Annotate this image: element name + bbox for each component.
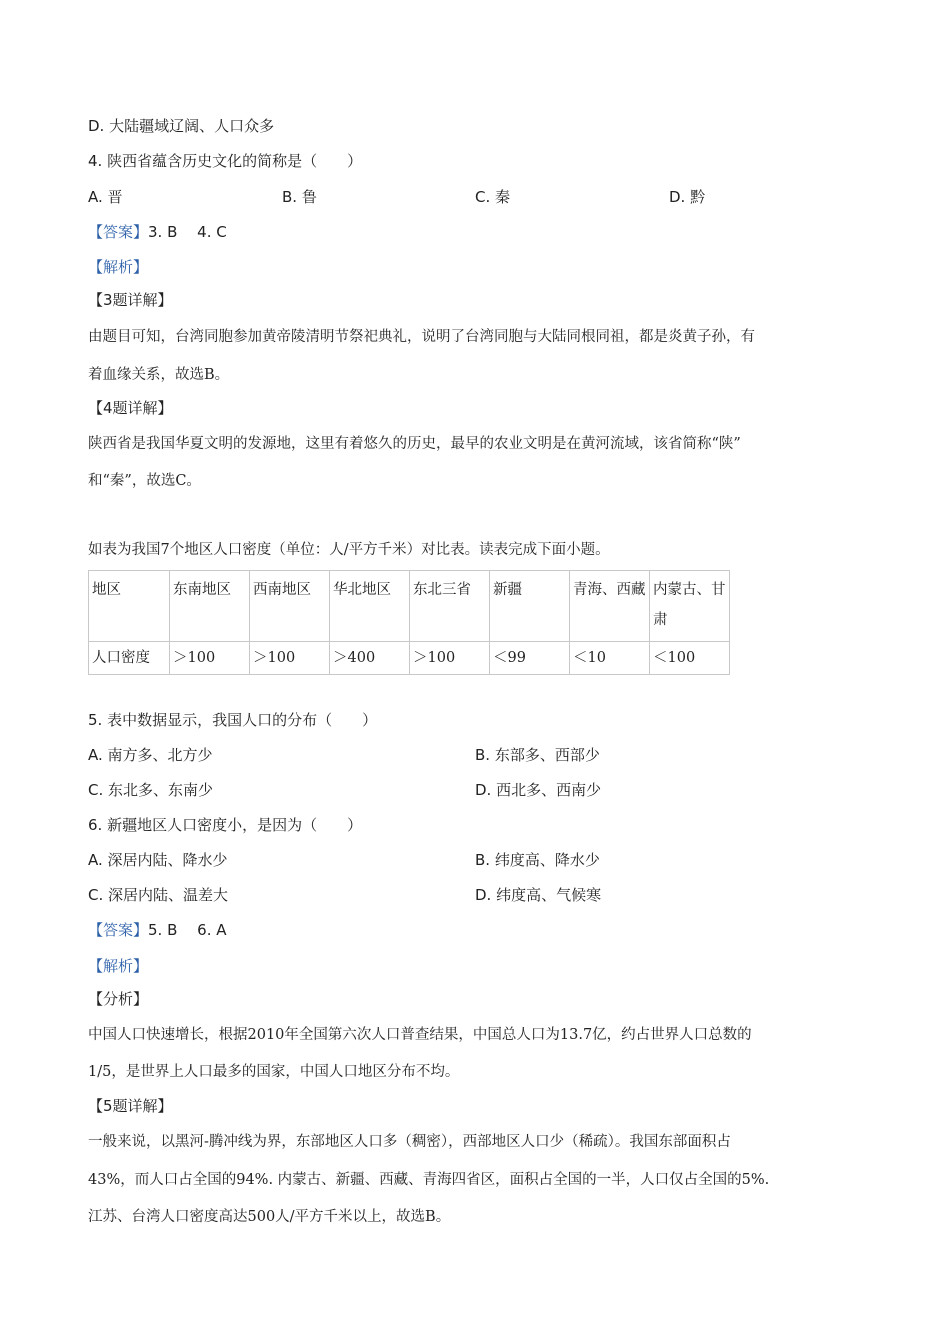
q6-option-d: D. 纬度高、气候寒 bbox=[475, 886, 602, 904]
q5-stem: 5. 表中数据显示，我国人口的分布（ ） bbox=[88, 711, 378, 729]
q6-option-a: A. 深居内陆、降水少 bbox=[88, 851, 228, 869]
q5-detail-line-3: 江苏、台湾人口密度高达500人/平方千米以上，故选B。 bbox=[88, 1209, 451, 1225]
q6-stem: 6. 新疆地区人口密度小，是因为（ ） bbox=[88, 816, 363, 834]
table-header-cell: 地区 bbox=[89, 571, 170, 642]
q4-option-c: C. 秦 bbox=[475, 188, 511, 206]
q5-detail-title: 【5题详解】 bbox=[88, 1097, 173, 1115]
q4-stem: 4. 陕西省蕴含历史文化的简称是（ ） bbox=[88, 152, 363, 170]
q4-option-d: D. 黔 bbox=[669, 188, 706, 206]
answer-line-2 bbox=[88, 920, 227, 940]
answer-text: 5. B 6. A bbox=[148, 921, 227, 939]
q4-detail-title: 【4题详解】 bbox=[88, 399, 173, 417]
q4-option-a: A. 晋 bbox=[88, 188, 123, 206]
table-header-cell: 青海、西藏 bbox=[570, 571, 650, 642]
answer-tag: 【答案】 bbox=[88, 921, 149, 939]
table-header-cell: 东北三省 bbox=[410, 571, 490, 642]
table-header-cell: 西南地区 bbox=[250, 571, 330, 642]
analysis-line-2: 1/5，是世界上人口最多的国家，中国人口地区分布不均。 bbox=[88, 1064, 460, 1080]
q5-detail-line-1: 一般来说，以黑河-腾冲线为界，东部地区人口多（稠密），西部地区人口少（稀疏）。我国东部面积占 bbox=[88, 1134, 731, 1150]
q3-option-d: D. 大陆疆域辽阔、人口众多 bbox=[88, 117, 275, 135]
table-header-row bbox=[89, 571, 730, 642]
table-cell: ＞100 bbox=[410, 642, 490, 675]
analysis-line-1: 中国人口快速增长，根据2010年全国第六次人口普查结果，中国总人口为13.7亿，约占世界人口总数的 bbox=[88, 1027, 752, 1043]
answer-line-1 bbox=[88, 222, 227, 242]
table-cell: 人口密度 bbox=[89, 642, 170, 675]
table-header-cell: 东南地区 bbox=[170, 571, 250, 642]
q4-detail-line-1: 陕西省是我国华夏文明的发源地，这里有着悠久的历史，最早的农业文明是在黄河流域，该省简称“陕” bbox=[88, 436, 741, 452]
q3-detail-title: 【3题详解】 bbox=[88, 291, 173, 309]
q6-option-b: B. 纬度高、降水少 bbox=[475, 851, 600, 869]
table-cell: ＞100 bbox=[250, 642, 330, 675]
q5-detail-line-2: 43%，而人口占全国的94%. 内蒙古、新疆、西藏、青海四省区，面积占全国的一半，人口仅占全国的5%. bbox=[88, 1172, 770, 1188]
table-header-cell: 新疆 bbox=[490, 571, 570, 642]
population-density-table bbox=[88, 570, 730, 675]
table-header-cell: 内蒙古、甘肃 bbox=[650, 571, 730, 642]
q5-option-c: C. 东北多、东南少 bbox=[88, 781, 214, 799]
q3-detail-line-2: 着血缘关系，故选B。 bbox=[88, 367, 230, 383]
answer-tag: 【答案】 bbox=[88, 223, 149, 241]
q6-option-c: C. 深居内陆、温差大 bbox=[88, 886, 229, 904]
table-cell: ＞400 bbox=[330, 642, 410, 675]
table-header-cell: 华北地区 bbox=[330, 571, 410, 642]
answer-text: 3. B 4. C bbox=[148, 223, 227, 241]
analysis-tag-1: 【解析】 bbox=[88, 258, 149, 276]
table-cell: ＜100 bbox=[650, 642, 730, 675]
q5-option-d: D. 西北多、西南少 bbox=[475, 781, 602, 799]
analysis-tag-2: 【解析】 bbox=[88, 957, 149, 975]
table-cell: ＜99 bbox=[490, 642, 570, 675]
analysis-title: 【分析】 bbox=[88, 990, 149, 1008]
q5-option-b: B. 东部多、西部少 bbox=[475, 746, 600, 764]
table-data-row bbox=[89, 642, 730, 675]
table-intro: 如表为我国7个地区人口密度（单位：人/平方千米）对比表。读表完成下面小题。 bbox=[88, 542, 610, 558]
q4-option-b: B. 鲁 bbox=[282, 188, 317, 206]
table-cell: ＜10 bbox=[570, 642, 650, 675]
q3-detail-line-1: 由题目可知，台湾同胞参加黄帝陵清明节祭祀典礼，说明了台湾同胞与大陆同根同祖，都是炎黄子孙，有 bbox=[88, 329, 755, 345]
q5-option-a: A. 南方多、北方少 bbox=[88, 746, 213, 764]
q4-detail-line-2: 和“秦”，故选C。 bbox=[88, 473, 201, 489]
table-cell: ＞100 bbox=[170, 642, 250, 675]
